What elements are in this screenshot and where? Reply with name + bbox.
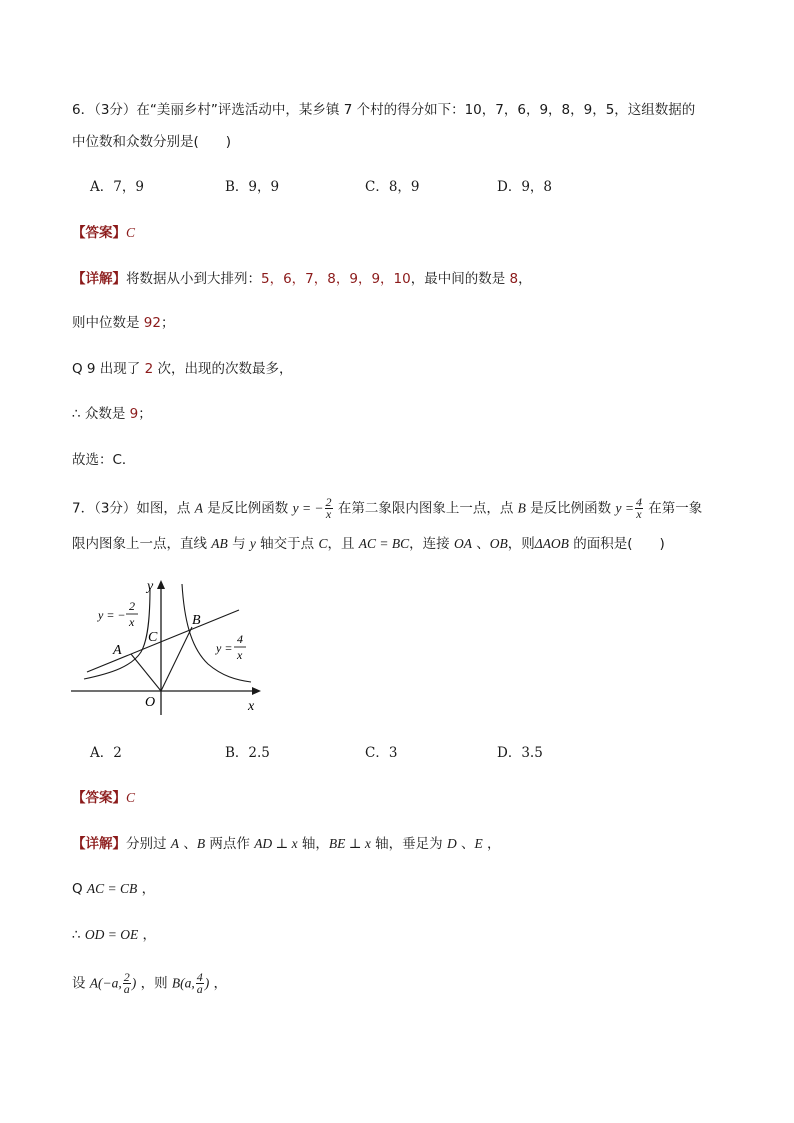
label-origin: O [145,695,156,710]
detail-text: ∴ 众数是 [72,406,130,422]
detail-text: Q [72,881,87,897]
math-symbol: C [318,536,328,551]
detail-text: ，则 [136,975,172,992]
math-symbol: B [517,500,526,516]
detail-value: 8 [509,271,519,287]
right-function-denominator: x [237,648,243,662]
detail-value: 5，6，7，8，9，9，10 [261,271,411,287]
math-symbol: y [249,536,256,551]
y-axis-arrow [157,580,165,589]
stem-text: 、 [471,536,490,552]
q7-option-d: D．3.5 [497,745,543,761]
label-point-c: C [148,630,158,645]
right-function-lhs: y = [216,641,233,655]
fraction-numerator: 2 [123,970,130,984]
q7-stem-line-2 [72,534,665,554]
label-point-b: B [192,613,201,628]
math-symbol: A [170,836,180,851]
math-symbol: AD ⊥ x [254,836,298,851]
q7-option-a: A．2 [90,745,122,761]
stem-text: 在第一象 [643,500,703,517]
math-symbol: OA [453,536,472,551]
math-symbol: B(a, [171,975,195,991]
detail-text: 、 [179,836,197,852]
stem-text: ，则 [507,536,535,552]
stem-text: 轴交于点 [255,536,319,552]
stem-text: 7．（3分）如图，点 [72,500,195,517]
detail-text: ∴ [72,927,85,943]
stem-text: 是反比例函数 [525,500,616,517]
stem-text: ，连接 [409,536,454,552]
math-symbol: D [446,836,457,851]
detail-text: 、 [456,836,475,852]
label-x-axis: x [248,699,255,714]
stem-text: 的面积是( ) [568,536,665,552]
detail-text: 次，出现的次数最多， [153,361,293,377]
detail-text: ， [482,836,501,852]
q7-figure [68,572,268,717]
detail-text: ，最中间的数是 [410,271,510,287]
detail-value: 2 [144,361,154,377]
q6-stem-line-2: 中位数和众数分别是( ) [72,134,232,150]
detail-value: 92 [143,315,161,331]
q6-option-d: D．9，8 [497,179,553,195]
label-point-a: A [113,643,122,658]
fraction [196,972,204,995]
math-symbol: B [196,836,206,851]
fraction-denominator: x [325,507,332,521]
detail-value: 9 [129,406,139,422]
q6-detail-line-3 [72,359,292,379]
q6-detail-line-5: 故选：C． [72,452,136,468]
left-function-numerator: 2 [129,599,135,613]
q6-option-a: A．7，9 [90,179,144,195]
math-symbol: AC = CB [86,881,138,896]
detail-text: ， [209,975,228,992]
fraction [635,497,643,520]
math-symbol: ΔAOB [534,536,569,551]
segment-ob [161,627,192,691]
q7-answer-line [72,788,135,808]
fraction-denominator: x [636,507,642,521]
answer-value: C [126,790,136,805]
detail-text: 分别过 [126,836,171,852]
answer-value: C [126,225,136,240]
q7-stem-line-1 [72,497,702,520]
answer-tag: 【答案】 [72,790,126,806]
detail-text: 两点作 [205,836,255,852]
label-y-axis: y [147,579,154,594]
detail-text: ， [137,881,156,897]
q6-answer-line [72,223,135,243]
fraction-numerator: 2 [325,495,332,509]
math-symbol: OB [489,536,508,551]
detail-tag: 【详解】 [72,271,126,287]
left-function-lhs: y = − [98,608,126,622]
stem-text: 在第二象限内图象上一点，点 [333,500,518,517]
q6-detail-line-4 [72,404,152,424]
math-symbol: E [474,836,483,851]
q7-detail-line-4 [72,972,227,995]
q7-option-b: B．2.5 [225,745,270,761]
segment-oa [131,654,161,691]
math-symbol: OD = OE [84,927,139,942]
detail-text: Q 9 出现了 [72,361,145,377]
stem-text: 限内图象上一点，直线 [72,536,212,552]
x-axis-arrow [252,687,261,695]
fraction-numerator: 4 [635,495,642,509]
left-function-denominator: x [129,615,135,629]
detail-text: 轴，垂足为 [370,836,447,852]
detail-text: 轴， [297,836,329,852]
q6-detail-line-1 [72,269,532,289]
right-function-numerator: 4 [237,632,243,646]
math-symbol: AB [211,536,228,551]
stem-text: 与 [227,536,250,552]
q7-option-c: C．3 [365,745,398,761]
fraction-denominator: a [123,982,130,996]
math-symbol: AC = BC [358,536,410,551]
q7-detail-line-3 [72,925,156,945]
fraction [325,497,333,520]
detail-tag: 【详解】 [72,836,126,852]
fraction [123,972,131,995]
q6-stem-line-1: 6．（3分）在“美丽乡村”评选活动中，某乡镇 7 个村的得分如下：10，7，6，9，8，9，5，这组数据的 [72,102,696,118]
answer-tag: 【答案】 [72,225,126,241]
math-symbol: A(−a, [89,975,122,991]
detail-text: 设 [72,975,90,992]
stem-text: ，且 [327,536,359,552]
fraction-numerator: 4 [196,970,203,984]
q7-detail-line-2 [72,879,155,899]
q6-option-c: C．8，9 [365,179,420,195]
detail-text: 将数据从小到大排列： [126,271,261,287]
detail-text: ， [518,271,532,287]
fraction-denominator: a [196,982,203,996]
math-symbol: y = − [292,500,324,516]
detail-text: 则中位数是 [72,315,144,331]
math-symbol: y = [615,500,634,516]
q7-detail-line-1 [72,834,501,854]
detail-text: ； [160,315,175,331]
math-symbol: ) [131,975,137,991]
stem-text: 是反比例函数 [202,500,293,517]
math-symbol: A [194,500,203,516]
q6-detail-line-2 [72,313,174,333]
math-symbol: ) [204,975,210,991]
detail-text: ； [138,406,152,422]
detail-text: ， [138,927,157,943]
q6-option-b: B．9，9 [225,179,280,195]
math-symbol: BE ⊥ x [328,836,371,851]
